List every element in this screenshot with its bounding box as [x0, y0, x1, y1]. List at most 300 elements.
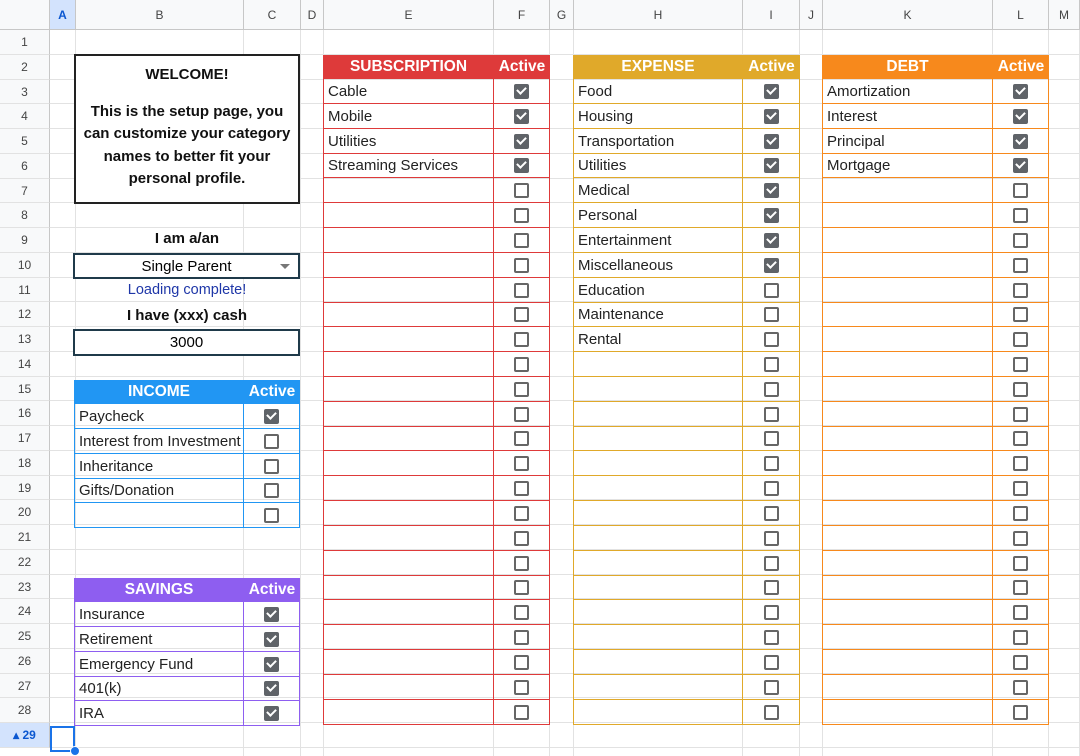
row-header-26[interactable]: 26	[0, 649, 50, 674]
checkbox-unchecked[interactable]	[1013, 283, 1028, 298]
subscription-row	[323, 526, 550, 551]
debt-active-cell	[993, 253, 1049, 278]
checkbox-unchecked[interactable]	[514, 208, 529, 223]
savings-active-cell	[244, 701, 300, 726]
row-header-21[interactable]: 21	[0, 525, 50, 550]
expense-item-name[interactable]	[573, 575, 743, 600]
checkbox-unchecked[interactable]	[514, 531, 529, 546]
checkbox-unchecked[interactable]	[264, 508, 279, 523]
checkbox-unchecked[interactable]	[1013, 506, 1028, 521]
debt-row	[822, 426, 1049, 451]
income-item-name[interactable]: Interest from Investment	[74, 429, 244, 454]
row-header-1[interactable]: 1	[0, 30, 50, 55]
checkbox-unchecked[interactable]	[1013, 307, 1028, 322]
subscription-item-name[interactable]: Mobile	[323, 104, 494, 129]
subscription-item-name[interactable]: Streaming Services	[323, 153, 494, 178]
subscription-item-name[interactable]	[323, 352, 494, 377]
subscription-active-cell	[494, 650, 550, 675]
checkbox-checked[interactable]	[514, 134, 529, 149]
expense-item-name[interactable]	[573, 551, 743, 576]
income-active-cell	[244, 478, 300, 503]
subscription-active-cell	[494, 79, 550, 104]
debt-item-name[interactable]	[822, 600, 993, 625]
row-header-4[interactable]: 4	[0, 104, 50, 129]
checkbox-unchecked[interactable]	[514, 580, 529, 595]
income-item-name[interactable]	[74, 503, 244, 528]
income-row	[74, 454, 300, 479]
expense-item-name[interactable]: Personal	[573, 203, 743, 228]
debt-row	[822, 575, 1049, 600]
expense-active-cell	[743, 228, 800, 253]
checkbox-unchecked[interactable]	[264, 483, 279, 498]
checkbox-unchecked[interactable]	[514, 332, 529, 347]
expense-active-cell	[743, 476, 800, 501]
subscription-item-name[interactable]	[323, 476, 494, 501]
checkbox-unchecked[interactable]	[1013, 705, 1028, 720]
row-header-2[interactable]: 2	[0, 55, 50, 80]
row-header-13[interactable]: 13	[0, 327, 50, 352]
subscription-row	[323, 575, 550, 600]
checkbox-checked[interactable]	[264, 632, 279, 647]
debt-item-name[interactable]	[822, 253, 993, 278]
checkbox-checked[interactable]	[764, 208, 779, 223]
subscription-active-cell	[494, 153, 550, 178]
debt-row	[822, 253, 1049, 278]
cash-input[interactable]	[73, 329, 300, 356]
checkbox-unchecked[interactable]	[514, 357, 529, 372]
checkbox-unchecked[interactable]	[1013, 258, 1028, 273]
subscription-active-cell	[494, 551, 550, 576]
debt-item-name[interactable]	[822, 650, 993, 675]
savings-item-name[interactable]: Insurance	[74, 602, 244, 627]
row-header-20[interactable]: 20	[0, 500, 50, 525]
subscription-item-name[interactable]	[323, 377, 494, 402]
debt-row	[822, 476, 1049, 501]
subscription-item-name[interactable]	[323, 426, 494, 451]
savings-item-name[interactable]: IRA	[74, 701, 244, 726]
row-header-12[interactable]: 12	[0, 302, 50, 327]
checkbox-unchecked[interactable]	[764, 332, 779, 347]
debt-item-name[interactable]	[822, 526, 993, 551]
checkbox-unchecked[interactable]	[1013, 382, 1028, 397]
row-header-5[interactable]: 5	[0, 129, 50, 154]
subscription-active-cell	[494, 575, 550, 600]
subscription-row	[323, 377, 550, 402]
checkbox-checked[interactable]	[264, 706, 279, 721]
checkbox-unchecked[interactable]	[764, 357, 779, 372]
row-header-9[interactable]: 9	[0, 228, 50, 253]
checkbox-unchecked[interactable]	[264, 459, 279, 474]
row-header-3[interactable]: 3	[0, 80, 50, 104]
checkbox-checked[interactable]	[764, 158, 779, 173]
column-header-d[interactable]: D	[301, 0, 324, 30]
checkbox-unchecked[interactable]	[764, 705, 779, 720]
subscription-item-name[interactable]	[323, 700, 494, 725]
checkbox-unchecked[interactable]	[514, 506, 529, 521]
subscription-active-cell	[494, 476, 550, 501]
expense-row	[573, 476, 800, 501]
debt-item-name[interactable]	[822, 625, 993, 650]
column-header-e[interactable]: E	[324, 0, 494, 30]
expense-row	[573, 675, 800, 700]
debt-item-name[interactable]: Interest	[822, 104, 993, 129]
checkbox-checked[interactable]	[264, 409, 279, 424]
row-header-14[interactable]: 14	[0, 352, 50, 377]
checkbox-checked[interactable]	[264, 681, 279, 696]
checkbox-unchecked[interactable]	[514, 307, 529, 322]
checkbox-unchecked[interactable]	[764, 407, 779, 422]
subscription-item-name[interactable]	[323, 600, 494, 625]
debt-item-name[interactable]	[822, 203, 993, 228]
debt-item-name[interactable]	[822, 700, 993, 725]
checkbox-checked[interactable]	[264, 607, 279, 622]
debt-item-name[interactable]	[822, 575, 993, 600]
income-active-cell	[244, 503, 300, 528]
checkbox-checked[interactable]	[264, 657, 279, 672]
checkbox-unchecked[interactable]	[514, 605, 529, 620]
fill-handle[interactable]	[70, 746, 80, 756]
checkbox-unchecked[interactable]	[1013, 431, 1028, 446]
expense-row	[573, 352, 800, 377]
row-header-7[interactable]: 7	[0, 179, 50, 203]
subscription-active-cell	[494, 203, 550, 228]
checkbox-unchecked[interactable]	[1013, 456, 1028, 471]
column-header-m[interactable]: M	[1049, 0, 1080, 30]
income-item-name[interactable]: Paycheck	[74, 404, 244, 429]
checkbox-unchecked[interactable]	[514, 283, 529, 298]
checkbox-unchecked[interactable]	[514, 382, 529, 397]
subscription-item-name[interactable]	[323, 625, 494, 650]
row-header-11[interactable]: 11	[0, 278, 50, 302]
checkbox-unchecked[interactable]	[764, 431, 779, 446]
checkbox-unchecked[interactable]	[514, 556, 529, 571]
debt-item-name[interactable]	[822, 178, 993, 203]
checkbox-checked[interactable]	[1013, 134, 1028, 149]
expense-row	[573, 278, 800, 303]
checkbox-checked[interactable]	[764, 109, 779, 124]
checkbox-checked[interactable]	[764, 134, 779, 149]
checkbox-unchecked[interactable]	[1013, 208, 1028, 223]
savings-active-cell	[244, 602, 300, 627]
debt-header: DEBT	[822, 55, 993, 79]
row-header-17[interactable]: 17	[0, 426, 50, 451]
income-header: INCOME	[74, 380, 244, 404]
checkbox-unchecked[interactable]	[764, 283, 779, 298]
checkbox-unchecked[interactable]	[764, 605, 779, 620]
row-header-16[interactable]: 16	[0, 401, 50, 426]
debt-item-name[interactable]	[822, 302, 993, 327]
subscription-item-name[interactable]	[323, 451, 494, 476]
row-header-24[interactable]: 24	[0, 599, 50, 624]
row-header-19[interactable]: 19	[0, 476, 50, 500]
subscription-item-name[interactable]	[323, 278, 494, 303]
expense-item-name[interactable]	[573, 700, 743, 725]
expense-item-name[interactable]	[573, 402, 743, 427]
checkbox-unchecked[interactable]	[264, 434, 279, 449]
subscription-item-name[interactable]	[323, 302, 494, 327]
column-header-f[interactable]: F	[494, 0, 550, 30]
checkbox-unchecked[interactable]	[764, 556, 779, 571]
checkbox-checked[interactable]	[1013, 158, 1028, 173]
row-header-15[interactable]: 15	[0, 377, 50, 401]
checkbox-unchecked[interactable]	[764, 630, 779, 645]
checkbox-unchecked[interactable]	[514, 431, 529, 446]
checkbox-checked[interactable]	[514, 109, 529, 124]
debt-item-name[interactable]	[822, 402, 993, 427]
gridline-horizontal	[50, 747, 1080, 748]
income-item-name[interactable]: Gifts/Donation	[74, 478, 244, 503]
checkbox-unchecked[interactable]	[764, 307, 779, 322]
debt-active-cell	[993, 675, 1049, 700]
row-header-18[interactable]: 18	[0, 451, 50, 476]
debt-item-name[interactable]: Principal	[822, 129, 993, 154]
subscription-item-name[interactable]	[323, 228, 494, 253]
income-active-header: Active	[244, 380, 300, 404]
checkbox-unchecked[interactable]	[764, 506, 779, 521]
savings-row	[74, 602, 300, 627]
debt-active-cell	[993, 426, 1049, 451]
savings-row	[74, 652, 300, 677]
column-header-c[interactable]: C	[244, 0, 301, 30]
debt-item-name[interactable]	[822, 426, 993, 451]
expense-active-cell	[743, 675, 800, 700]
expense-item-name[interactable]	[573, 426, 743, 451]
expense-item-name[interactable]	[573, 476, 743, 501]
profile-dropdown[interactable]	[73, 253, 300, 279]
subscription-item-name[interactable]	[323, 501, 494, 526]
checkbox-unchecked[interactable]	[514, 630, 529, 645]
debt-item-name[interactable]	[822, 327, 993, 352]
checkbox-unchecked[interactable]	[1013, 481, 1028, 496]
welcome-line-1: This is the setup page, you	[90, 102, 284, 120]
subscription-row	[323, 253, 550, 278]
checkbox-unchecked[interactable]	[764, 456, 779, 471]
subscription-item-name[interactable]	[323, 253, 494, 278]
debt-active-cell	[993, 203, 1049, 228]
expense-item-name[interactable]: Utilities	[573, 153, 743, 178]
debt-active-cell	[993, 575, 1049, 600]
subscription-item-name[interactable]	[323, 650, 494, 675]
debt-item-name[interactable]	[822, 551, 993, 576]
expense-item-name[interactable]: Food	[573, 79, 743, 104]
checkbox-unchecked[interactable]	[764, 655, 779, 670]
checkbox-unchecked[interactable]	[1013, 580, 1028, 595]
checkbox-checked[interactable]	[764, 233, 779, 248]
expense-item-name[interactable]	[573, 650, 743, 675]
debt-item-name[interactable]	[822, 352, 993, 377]
savings-row	[74, 627, 300, 652]
subscription-active-cell	[494, 402, 550, 427]
income-row	[74, 503, 300, 528]
checkbox-unchecked[interactable]	[1013, 556, 1028, 571]
expense-row	[573, 327, 800, 352]
subscription-active-cell	[494, 253, 550, 278]
column-header-b[interactable]: B	[76, 0, 244, 30]
expense-item-name[interactable]	[573, 451, 743, 476]
subscription-item-name[interactable]	[323, 178, 494, 203]
subscription-item-name[interactable]: Utilities	[323, 129, 494, 154]
checkbox-unchecked[interactable]	[764, 481, 779, 496]
expense-item-name[interactable]: Transportation	[573, 129, 743, 154]
debt-item-name[interactable]	[822, 451, 993, 476]
expense-active-cell	[743, 426, 800, 451]
row-header-25[interactable]: 25	[0, 624, 50, 649]
subscription-item-name[interactable]	[323, 575, 494, 600]
checkbox-checked[interactable]	[514, 158, 529, 173]
checkbox-unchecked[interactable]	[1013, 233, 1028, 248]
checkbox-checked[interactable]	[764, 84, 779, 99]
checkbox-unchecked[interactable]	[1013, 605, 1028, 620]
checkbox-unchecked[interactable]	[514, 655, 529, 670]
subscription-row	[323, 104, 550, 129]
checkbox-unchecked[interactable]	[764, 382, 779, 397]
expense-item-name[interactable]: Medical	[573, 178, 743, 203]
row-header-10[interactable]: 10	[0, 253, 50, 278]
savings-item-name[interactable]: 401(k)	[74, 676, 244, 701]
expense-item-name[interactable]	[573, 625, 743, 650]
column-header-i[interactable]: I	[743, 0, 800, 30]
debt-active-cell	[993, 104, 1049, 129]
expense-item-name[interactable]	[573, 377, 743, 402]
expense-item-name[interactable]	[573, 675, 743, 700]
debt-row	[822, 352, 1049, 377]
row-header-8[interactable]: 8	[0, 203, 50, 228]
column-header-j[interactable]: J	[800, 0, 823, 30]
subscription-row	[323, 352, 550, 377]
subscription-item-name[interactable]	[323, 402, 494, 427]
checkbox-unchecked[interactable]	[514, 233, 529, 248]
expense-item-name[interactable]: Entertainment	[573, 228, 743, 253]
expense-item-name[interactable]	[573, 526, 743, 551]
expense-active-cell	[743, 402, 800, 427]
expense-active-cell	[743, 203, 800, 228]
expense-item-name[interactable]	[573, 600, 743, 625]
checkbox-checked[interactable]	[1013, 84, 1028, 99]
checkbox-unchecked[interactable]	[514, 183, 529, 198]
checkbox-checked[interactable]	[764, 258, 779, 273]
checkbox-unchecked[interactable]	[514, 705, 529, 720]
debt-item-name[interactable]: Mortgage	[822, 153, 993, 178]
checkbox-unchecked[interactable]	[1013, 183, 1028, 198]
expense-item-name[interactable]: Housing	[573, 104, 743, 129]
column-header-k[interactable]: K	[823, 0, 993, 30]
expense-active-cell	[743, 352, 800, 377]
checkbox-unchecked[interactable]	[1013, 357, 1028, 372]
checkbox-unchecked[interactable]	[514, 407, 529, 422]
checkbox-unchecked[interactable]	[1013, 332, 1028, 347]
expense-item-name[interactable]: Rental	[573, 327, 743, 352]
subscription-row	[323, 203, 550, 228]
column-header-a[interactable]: A	[50, 0, 76, 30]
expense-row	[573, 501, 800, 526]
subscription-item-name[interactable]: Cable	[323, 79, 494, 104]
expense-row	[573, 178, 800, 203]
row-header-27[interactable]: 27	[0, 674, 50, 698]
expense-row	[573, 526, 800, 551]
debt-item-name[interactable]	[822, 675, 993, 700]
debt-item-name[interactable]	[822, 476, 993, 501]
expense-row	[573, 203, 800, 228]
checkbox-unchecked[interactable]	[1013, 655, 1028, 670]
expense-item-name[interactable]: Education	[573, 278, 743, 303]
expense-active-cell	[743, 650, 800, 675]
row-header-6[interactable]: 6	[0, 154, 50, 179]
subscription-item-name[interactable]	[323, 327, 494, 352]
debt-item-name[interactable]	[822, 228, 993, 253]
subscription-active-cell	[494, 526, 550, 551]
savings-item-name[interactable]: Emergency Fund	[74, 652, 244, 677]
subscription-item-name[interactable]	[323, 675, 494, 700]
debt-row	[822, 228, 1049, 253]
subscription-row	[323, 402, 550, 427]
checkbox-unchecked[interactable]	[764, 680, 779, 695]
subscription-item-name[interactable]	[323, 526, 494, 551]
debt-item-name[interactable]	[822, 501, 993, 526]
checkbox-unchecked[interactable]	[1013, 531, 1028, 546]
savings-item-name[interactable]: Retirement	[74, 627, 244, 652]
debt-active-cell	[993, 79, 1049, 104]
income-active-cell	[244, 404, 300, 429]
checkbox-unchecked[interactable]	[764, 580, 779, 595]
expense-active-cell	[743, 700, 800, 725]
row-header-22[interactable]: 22	[0, 550, 50, 575]
savings-active-header: Active	[244, 578, 300, 602]
subscription-item-name[interactable]	[323, 203, 494, 228]
debt-row	[822, 526, 1049, 551]
checkbox-unchecked[interactable]	[514, 456, 529, 471]
subscription-row	[323, 551, 550, 576]
row-header-28[interactable]: 28	[0, 698, 50, 723]
subscription-row	[323, 153, 550, 178]
expense-item-name[interactable]	[573, 501, 743, 526]
select-all-corner[interactable]	[0, 0, 50, 30]
subscription-item-name[interactable]	[323, 551, 494, 576]
expense-active-cell	[743, 178, 800, 203]
row-header-29[interactable]: ▴ 29	[0, 723, 50, 748]
expense-item-name[interactable]: Miscellaneous	[573, 253, 743, 278]
checkbox-checked[interactable]	[764, 183, 779, 198]
checkbox-checked[interactable]	[514, 84, 529, 99]
loading-status: Loading complete!	[127, 282, 247, 298]
checkbox-unchecked[interactable]	[514, 258, 529, 273]
row-header-23[interactable]: 23	[0, 575, 50, 599]
checkbox-unchecked[interactable]	[514, 481, 529, 496]
income-item-name[interactable]: Inheritance	[74, 454, 244, 479]
checkbox-unchecked[interactable]	[1013, 680, 1028, 695]
expense-item-name[interactable]: Maintenance	[573, 302, 743, 327]
subscription-row	[323, 228, 550, 253]
debt-item-name[interactable]	[822, 377, 993, 402]
debt-active-cell	[993, 129, 1049, 154]
checkbox-checked[interactable]	[1013, 109, 1028, 124]
column-header-l[interactable]: L	[993, 0, 1049, 30]
savings-active-cell	[244, 652, 300, 677]
expense-active-cell	[743, 129, 800, 154]
expense-item-name[interactable]	[573, 352, 743, 377]
debt-item-name[interactable]: Amortization	[822, 79, 993, 104]
debt-item-name[interactable]	[822, 278, 993, 303]
subscription-active-cell	[494, 426, 550, 451]
subscription-row	[323, 278, 550, 303]
expense-row	[573, 228, 800, 253]
checkbox-unchecked[interactable]	[764, 531, 779, 546]
checkbox-unchecked[interactable]	[1013, 630, 1028, 645]
dropdown-arrow-icon[interactable]	[280, 264, 290, 269]
checkbox-unchecked[interactable]	[1013, 407, 1028, 422]
column-header-h[interactable]: H	[574, 0, 743, 30]
column-header-g[interactable]: G	[550, 0, 574, 30]
checkbox-unchecked[interactable]	[514, 680, 529, 695]
